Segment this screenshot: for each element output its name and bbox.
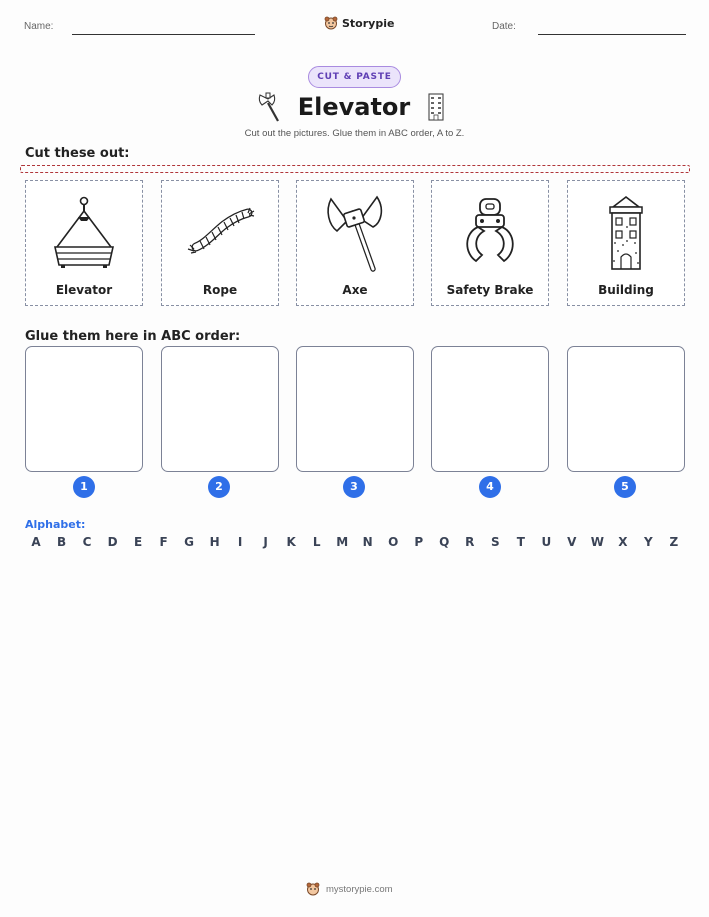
cut-paste-badge: CUT & PASTE — [308, 66, 401, 88]
slot-number-badge: 3 — [343, 476, 365, 498]
alphabet-letter: P — [414, 535, 424, 549]
instructions: Cut out the pictures. Glue them in ABC order, A to Z. — [244, 128, 465, 139]
glue-slot-1[interactable] — [25, 346, 143, 472]
cutout-label: Safety Brake — [446, 283, 534, 297]
storypie-logo-icon — [324, 16, 338, 30]
cutout-card-safety-brake[interactable] — [431, 180, 549, 306]
worksheet-header — [0, 14, 709, 44]
date-label: Date: — [492, 21, 516, 32]
alphabet-letter: Y — [644, 535, 653, 549]
axe-icon — [323, 193, 387, 273]
alphabet-letter: G — [184, 535, 195, 549]
alphabet-letter: R — [465, 535, 475, 549]
alphabet-letter: S — [490, 535, 500, 549]
glue-slot-3[interactable] — [296, 346, 414, 472]
title-row — [0, 88, 709, 126]
cutout-label: Rope — [202, 283, 238, 297]
cutout-card-elevator[interactable] — [25, 180, 143, 306]
glue-slot-5[interactable] — [567, 346, 685, 472]
alphabet-letter: W — [590, 535, 604, 549]
slot-number-badge: 5 — [614, 476, 636, 498]
brand — [324, 14, 394, 32]
rope-icon — [184, 203, 256, 263]
alphabet-letter: E — [133, 535, 143, 549]
alphabet-letter: H — [209, 535, 220, 549]
cutout-label: Building — [598, 283, 654, 297]
brand-name: Storypie — [342, 16, 395, 30]
name-label: Name: — [24, 21, 54, 32]
alphabet-letter: C — [82, 535, 92, 549]
alphabet-letter: M — [336, 535, 349, 549]
alphabet-letter: D — [107, 535, 118, 549]
storypie-logo-icon — [306, 882, 320, 896]
name-line — [72, 34, 255, 35]
alphabet-letter: J — [263, 535, 268, 549]
cutout-card-building[interactable] — [567, 180, 685, 306]
alphabet-letter: U — [541, 535, 552, 549]
alphabet-letter: B — [56, 535, 67, 549]
footer — [306, 880, 393, 898]
glue-section-heading: Glue them here in ABC order: — [25, 329, 241, 344]
alphabet-row — [25, 533, 685, 551]
glue-slot-4[interactable] — [431, 346, 549, 472]
alphabet-letter: N — [362, 535, 373, 549]
alphabet-heading: Alphabet: — [25, 518, 86, 531]
elevator-icon — [49, 195, 119, 271]
alphabet-letter: L — [312, 535, 321, 549]
cut-line — [20, 165, 690, 173]
date-line — [538, 34, 686, 35]
building-icon — [425, 92, 447, 122]
cutout-card-axe[interactable] — [296, 180, 414, 306]
alphabet-letter: K — [286, 535, 296, 549]
slot-number-badge: 1 — [73, 476, 95, 498]
worksheet-title: Elevator — [297, 93, 411, 121]
glue-slot-2[interactable] — [161, 346, 279, 472]
alphabet-letter: O — [388, 535, 399, 549]
footer-url[interactable]: mystorypie.com — [326, 883, 393, 895]
alphabet-letter: I — [237, 535, 243, 549]
slot-number-badge: 4 — [479, 476, 501, 498]
alphabet-letter: X — [618, 535, 628, 549]
cutout-label: Elevator — [55, 283, 113, 297]
alphabet-letter: Q — [439, 535, 450, 549]
safety-brake-icon — [458, 195, 522, 271]
cutout-card-rope[interactable] — [161, 180, 279, 306]
slot-number-badge: 2 — [208, 476, 230, 498]
alphabet-letter: T — [516, 535, 525, 549]
alphabet-letter: V — [567, 535, 577, 549]
alphabet-letter: A — [31, 535, 41, 549]
building-icon — [601, 193, 651, 273]
axe-icon — [256, 89, 284, 123]
cut-section-heading: Cut these out: — [25, 146, 130, 161]
cutout-label: Axe — [342, 283, 368, 297]
alphabet-letter: Z — [669, 535, 679, 549]
alphabet-letter: F — [159, 535, 168, 549]
